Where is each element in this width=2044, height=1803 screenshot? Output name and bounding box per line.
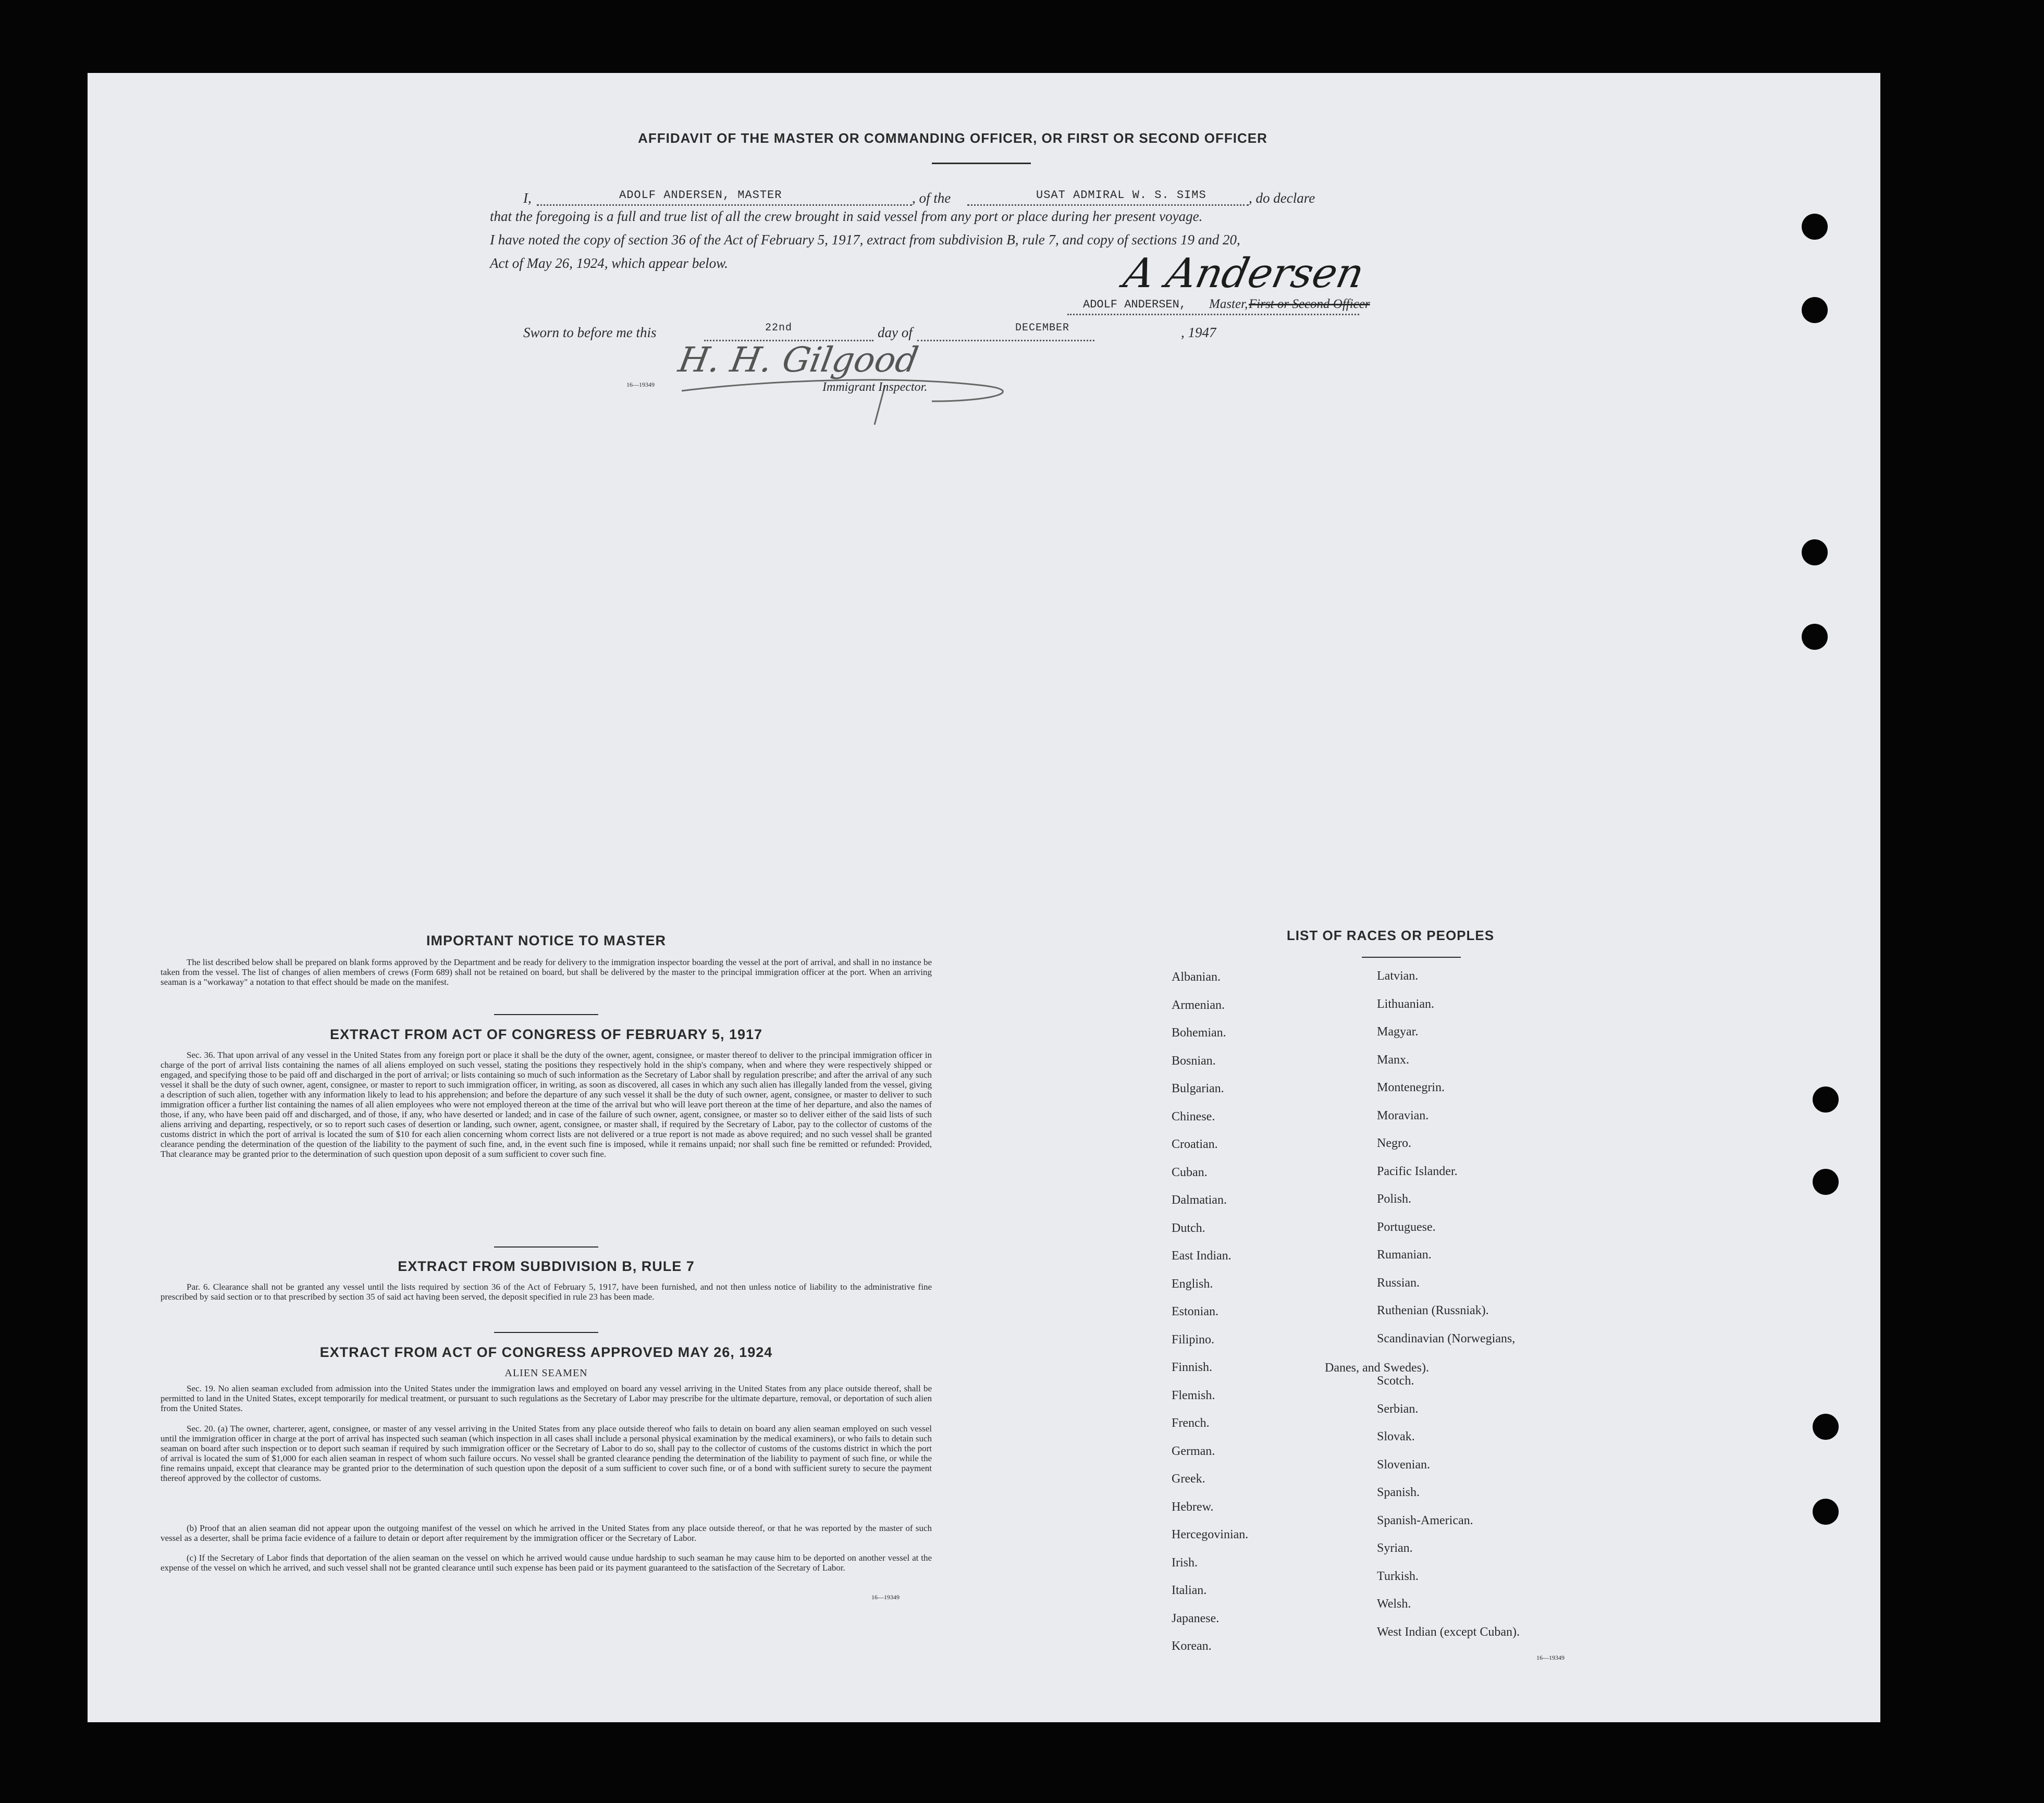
extract-1917-body: Sec. 36. That upon arrival of any vessel in the United States from any foreign port or place it shall be the duty of the owner, agent, consignee, or master thereof to deliver to the principal immigration officer in charge of the port of arrival lists containing the names of all aliens employed on such vessel, stating the positions they respectively hold in the ship's company, when and where they were respectively shipped or engaged, and specifying those to be paid off and discharged in the port of arrival; or lists containing so much of such information as the Secretary of Labor shall by regulation prescribe; and after the arrival of any such vessel it shall be the duty of such owner, agent, consignee, or master to report to such immigration officer, in writing, as soon as discovered, all cases in which any such alien has illegally landed from the vessel, giving a description of such alien, together with any information likely to lead to his apprehension; and before the departure of any such vessel it shall be the duty of such owner, agent, consignee, or master to deliver to such immigration officer a further list containing the names of all alien employees who were not employed thereon at the time of the arrival but who will leave port thereon at the time of her departure, and also the names of those, if any, who have been paid off and discharged, and of those, if any, who have deserted or landed; and in case of the failure of such owner, agent, consignee, or master so to deliver either of the said lists of such aliens arriving and departing, respectively, or so to report such cases of desertion or landing, such owner, agent, consignee, or master shall, if required by the Secretary of Labor, pay to the collector of customs of the customs district in which the port of arrival is located the sum of $10 for each alien concerning whom correct lists are not delivered or a true report is not made as above required; and no such vessel shall be granted clearance pending the determination of the question of the liability to the payment of such fine, and, in the event such fine is imposed, while it remains unpaid; nor shall such fine be remitted or refunded: Provided, That clearance may be granted prior to the determination of such question upon deposit of a sum sufficient to cover such fine.: [161, 1050, 932, 1159]
punch-hole: [1813, 1499, 1839, 1525]
races-title: LIST OF RACES OR PEOPLES: [1286, 928, 1495, 943]
race-item: Bosnian.: [1172, 1054, 1216, 1068]
affidavit-prefix: I,: [523, 190, 532, 206]
race-item: West Indian (except Cuban).: [1377, 1625, 1520, 1639]
rule7-body: Par. 6. Clearance shall not be granted any vessel until the lists required by section 36 of the Act of February 5, 1917, have been furnished, and not then unless notice of liability to the administrative fine prescribed by said section or to that prescribed by section 35 of said act having been served, the deposit specified in rule 23 has been made.: [161, 1282, 932, 1302]
race-item: Croatian.: [1172, 1138, 1218, 1151]
notice-body: The list described below shall be prepared on blank forms approved by the Department and be ready for delivery to the immigration inspector boarding the vessel at the port of arrival, and shall in no instance be taken from the vessel. The list of changes of alien members of crews (Form 689) shall not be retained on board, but shall be delivered by the master to the principal immigration officer at the port. When an arriving seaman is a "workaway" a notation to that effect should be made on the manifest.: [161, 957, 932, 987]
race-item: Slovak.: [1377, 1430, 1415, 1443]
vessel-name-value: USAT ADMIRAL W. S. SIMS: [1036, 189, 1206, 202]
race-item: Flemish.: [1172, 1388, 1215, 1402]
sec19-body: Sec. 19. No alien seaman excluded from admission into the United States under the immigration laws and employed on board any vessel arriving in the United States from any place outside thereof, shall be permitted to land in the United States, except temporarily for medical treatment, or pursuant to such regulations as the Secretary of Labor may prescribe for the ultimate departure, removal, or deportation of such alien from the United States.: [161, 1384, 932, 1413]
race-item: Japanese.: [1172, 1611, 1220, 1625]
month-line: [917, 340, 1094, 341]
race-item: Scandinavian (Norwegians,: [1377, 1331, 1516, 1345]
punch-hole: [1802, 624, 1828, 650]
race-item: Filipino.: [1172, 1332, 1215, 1347]
race-item: Cuban.: [1172, 1165, 1208, 1179]
race-item: Hebrew.: [1172, 1500, 1214, 1514]
race-item: Rumanian.: [1377, 1248, 1432, 1262]
race-item: Irish.: [1172, 1555, 1198, 1570]
do-declare-text: , do declare: [1249, 190, 1315, 206]
race-item: Spanish-American.: [1377, 1513, 1473, 1527]
race-item: Turkish.: [1377, 1569, 1419, 1583]
rule7-divider: [494, 1332, 598, 1333]
race-item: Hercegovinian.: [1172, 1528, 1249, 1541]
race-item: Moravian.: [1377, 1108, 1429, 1122]
affidavit-line-4: Act of May 26, 1924, which appear below.: [490, 255, 728, 271]
affidavit-line-3: I have noted the copy of section 36 of the Act of February 5, 1917, extract from subdivision B, rule 7, and copy of sections 19 and 20,: [490, 232, 1240, 248]
race-item: Russian.: [1377, 1276, 1420, 1290]
title-divider: [932, 163, 1031, 164]
race-item: Korean.: [1172, 1639, 1212, 1653]
notice-divider: [494, 1014, 598, 1015]
vessel-name-line: [967, 204, 1249, 206]
race-item: Greek.: [1172, 1472, 1205, 1486]
affidavit-form-number: 16—19349: [626, 381, 655, 388]
race-item: Polish.: [1377, 1192, 1412, 1206]
race-item: German.: [1172, 1444, 1215, 1458]
master-signature: A Andersen: [1119, 250, 1369, 297]
races-divider: [1362, 957, 1461, 958]
race-item: Welsh.: [1377, 1597, 1411, 1611]
year-value: , 1947: [1181, 325, 1216, 340]
of-the-text: , of the: [912, 190, 951, 206]
day-of-text: day of: [878, 325, 913, 340]
race-item: Lithuanian.: [1377, 997, 1434, 1011]
affidavit-line-2: that the foregoing is a full and true list of all the crew brought in said vessel from any port or place during her present voyage.: [490, 208, 1203, 224]
extract-1917-divider: [494, 1246, 598, 1248]
extract-1917-title: EXTRACT FROM ACT OF CONGRESS OF FEBRUARY 5, 1917: [329, 1027, 763, 1042]
affidavit-title: AFFIDAVIT OF THE MASTER OR COMMANDING OFFICER, OR FIRST OR SECOND OFFICER: [638, 130, 1267, 146]
race-item: English.: [1172, 1277, 1213, 1291]
document-page: [88, 73, 1880, 1722]
day-value: 22nd: [765, 322, 793, 334]
notice-title: IMPORTANT NOTICE TO MASTER: [426, 933, 666, 948]
race-item: Magyar.: [1377, 1025, 1419, 1039]
punch-hole: [1802, 297, 1828, 323]
race-item: Dutch.: [1172, 1221, 1205, 1235]
punch-hole: [1813, 1086, 1839, 1113]
punch-hole: [1813, 1414, 1839, 1440]
sec20a-body: Sec. 20. (a) The owner, charterer, agent, consignee, or master of any vessel arriving in the United States from any place outside thereof who fails to detain on board any alien seaman employed on such vessel until the immigration officer in charge at the port of arrival has inspected such seaman (which inspection in all cases shall include a personal physical examination by the medical examiners), or who fails to detain such seaman on board after such inspection or to deport such seaman if required by such immigration officer or the Secretary of Labor to do so, shall pay to the collector of customs of the customs district in which the port of arrival is located the sum of $1,000 for each alien seaman in respect of whom such failure occurs. No vessel shall be granted clearance pending the determination of the liability to payment of such fine, or while the fine remains unpaid, except that clearance may be granted prior to the determination of such question upon the deposit of a sum sufficient to cover such fine, or of a bond with sufficient surety to secure the payment thereof approved by the collector of customs.: [161, 1424, 932, 1483]
race-item: Serbian.: [1377, 1402, 1419, 1416]
rule7-title: EXTRACT FROM SUBDIVISION B, RULE 7: [398, 1258, 695, 1274]
punch-hole: [1802, 539, 1828, 565]
sworn-label: Sworn to before me this: [523, 325, 657, 340]
race-item: Italian.: [1172, 1584, 1207, 1597]
race-item: Scotch.: [1377, 1374, 1414, 1388]
race-item: Estonian.: [1172, 1305, 1218, 1318]
race-item: Armenian.: [1172, 998, 1225, 1012]
race-item: Finnish.: [1172, 1361, 1213, 1374]
sec20c-body: (c) If the Secretary of Labor finds that deportation of the alien seaman on the vessel on which he arrived would cause undue hardship to such seaman he may cause him to be deported on another vessel at the expense of the vessel on which he arrived, and such vessel shall not be granted clearance until such expense has been paid or its payment guaranteed to the satisfaction of the Secretary of Labor.: [161, 1553, 932, 1573]
sec20b-body: (b) Proof that an alien seaman did not appear upon the outgoing manifest of the vessel on which he arrived in the United States from any place outside thereof, or that he was reported by the master of such vessel as a deserter, shall be prima facie evidence of a failure to detain or deport after requirement by the immigration officer or the Secretary of Labor.: [161, 1523, 932, 1543]
race-item: Montenegrin.: [1377, 1081, 1445, 1094]
master-name-line: [537, 204, 912, 206]
races-form-number: 16—19349: [1536, 1654, 1565, 1661]
race-item: Negro.: [1377, 1137, 1411, 1150]
signer-typed-name: ADOLF ANDERSEN,: [1083, 298, 1187, 311]
race-item: Bohemian.: [1172, 1026, 1226, 1040]
extract-form-number: 16—19349: [871, 1594, 900, 1601]
race-item: Albanian.: [1172, 970, 1221, 984]
race-item: Manx.: [1377, 1053, 1409, 1067]
punch-hole: [1802, 214, 1828, 240]
month-value: DECEMBER: [1015, 322, 1070, 334]
extract-1924-title: EXTRACT FROM ACT OF CONGRESS APPROVED MAY 26, 1924: [319, 1344, 773, 1360]
master-label: Master,: [1209, 297, 1248, 311]
inspector-label: Immigrant Inspector.: [822, 380, 928, 394]
punch-hole: [1813, 1169, 1839, 1195]
race-item: Chinese.: [1172, 1109, 1215, 1123]
race-item: Slovenian.: [1377, 1458, 1430, 1472]
race-item: Portuguese.: [1377, 1220, 1436, 1234]
master-name-value: ADOLF ANDERSEN, MASTER: [619, 189, 782, 202]
race-item: Latvian.: [1377, 969, 1419, 983]
race-item: Bulgarian.: [1172, 1082, 1224, 1095]
race-item: Danes, and Swedes).: [1325, 1361, 1429, 1375]
struck-officer-title: First or Second Officer: [1249, 297, 1370, 311]
race-item: French.: [1172, 1416, 1210, 1430]
race-item: Ruthenian (Russniak).: [1377, 1304, 1489, 1317]
inspector-signature: H. H. Gilgood: [675, 340, 921, 380]
signature-line: [1067, 314, 1359, 315]
race-item: East Indian.: [1172, 1249, 1232, 1263]
race-item: Pacific Islander.: [1377, 1164, 1458, 1178]
alien-seamen-subtitle: ALIEN SEAMEN: [504, 1367, 588, 1379]
race-item: Dalmatian.: [1172, 1193, 1227, 1207]
race-item: Spanish.: [1377, 1486, 1420, 1499]
inspector-signature-flourish: [661, 365, 1046, 427]
race-item: Syrian.: [1377, 1541, 1413, 1555]
